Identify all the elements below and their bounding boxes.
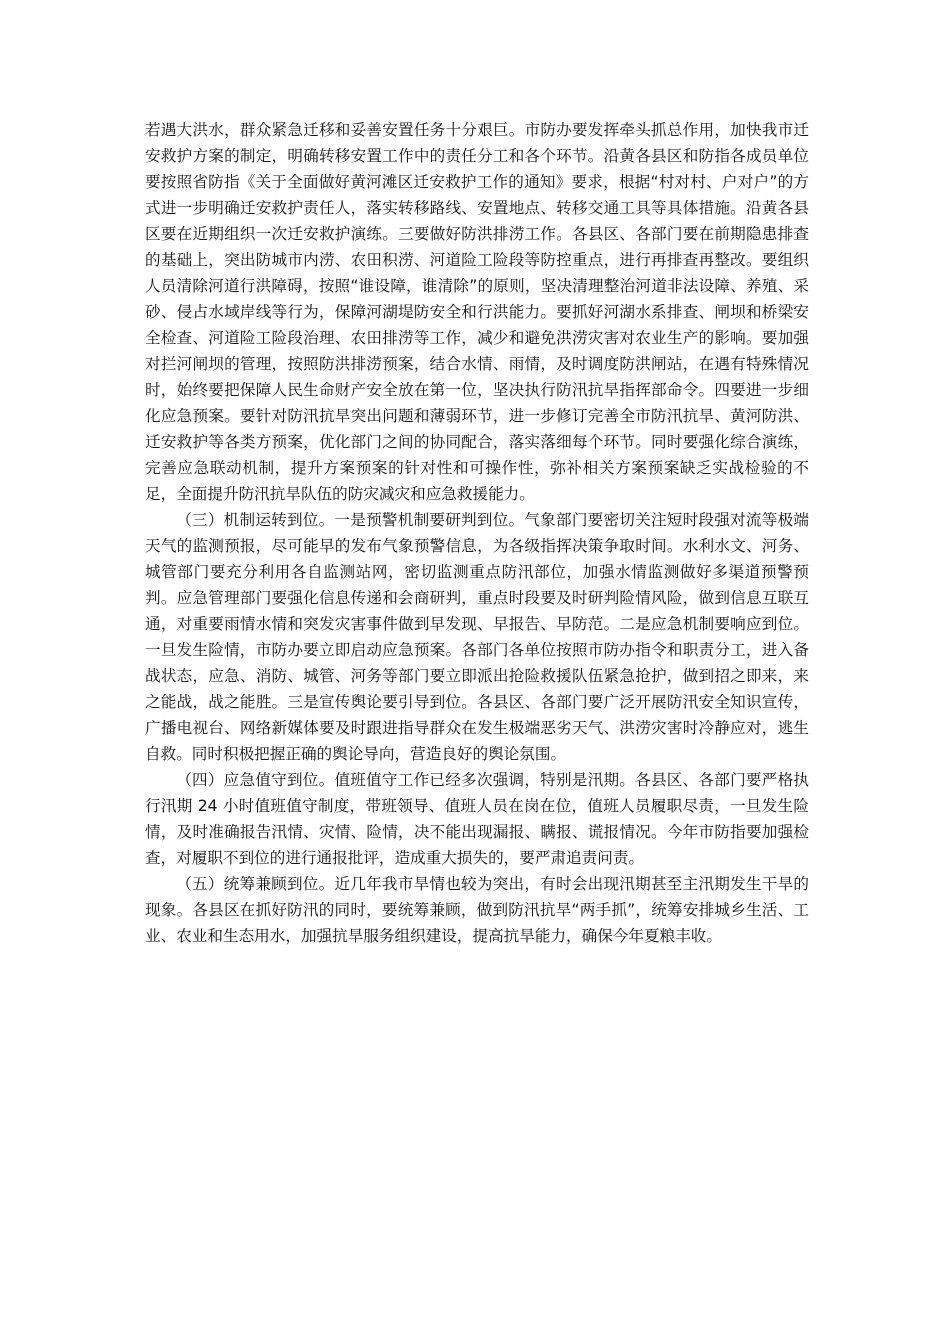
- body-paragraph-4: （五）统筹兼顾到位。近几年我市旱情也较为突出，有时会出现汛期甚至主汛期发生干旱的现象。各县区在抓好防汛的同时，要统筹兼顾，做到防汛抗旱“两手抓”，统筹安排城乡生活、工业、农业和生态用水，加强抗旱服务组织建设，提高抗旱能力，确保今年夏粮丰收。: [145, 875, 809, 945]
- body-paragraph-3: （四）应急值守到位。值班值守工作已经多次强调，特别是汛期。各县区、各部门要严格执行汛期 24 小时值班值守制度，带班领导、值班人员在岗在位，值班人员履职尽责，一旦发生险情，及时准确报告汛情、灾情、险情，决不能出现漏报、瞒报、谎报情况。今年市防指要加强检查，对履职不到位的进行通报批评，造成重大损失的，要严肃追责问责。: [145, 771, 809, 867]
- document-page: [145, 117, 809, 949]
- body-paragraph-1: 若遇大洪水，群众紧急迁移和妥善安置任务十分艰巨。市防办要发挥牵头抓总作用，加快我市迁安救护方案的制定，明确转移安置工作中的责任分工和各个环节。沿黄各县区和防指各成员单位要按照省防指《关于全面做好黄河滩区迁安救护工作的通知》要求，根据“村对村、户对户”的方式进一步明确迁安救护责任人，落实转移路线、安置地点、转移交通工具等具体措施。沿黄各县区要在近期组织一次迁安救护演练。三要做好防洪排涝工作。各县区、各部门要在前期隐患排查的基础上，突出防城市内涝、农田积涝、河道险工险段等防控重点，进行再排查再整改。要组织人员清除河道行洪障碍，按照“谁设障，谁清除”的原则，坚决清理整治河道非法设障、养殖、采砂、侵占水域岸线等行为，保障河湖堤防安全和行洪能力。要抓好河湖水系排查、闸坝和桥梁安全检查、河道险工险段治理、农田排涝等工作，减少和避免洪涝灾害对农业生产的影响。要加强对拦河闸坝的管理，按照防洪排涝预案，结合水情、雨情，及时调度防洪闸站，在遇有特殊情况时，始终要把保障人民生命财产安全放在第一位，坚决执行防汛抗旱指挥部命令。四要进一步细化应急预案。要针对防汛抗旱突出问题和薄弱环节，进一步修订完善全市防汛抗旱、黄河防洪、迁安救护等各类方预案，优化部门之间的协同配合，落实落细每个环节。同时要强化综合演练，完善应急联动机制，提升方案预案的针对性和可操作性，弥补相关方案预案缺乏实战检验的不足，全面提升防汛抗旱队伍的防灾减灾和应急救援能力。: [145, 121, 809, 503]
- body-paragraph-2: （三）机制运转到位。一是预警机制要研判到位。气象部门要密切关注短时段强对流等极端天气的监测预报，尽可能早的发布气象预警信息，为各级指挥决策争取时间。水利水文、河务、城管部门要充分利用各自监测站网，密切监测重点防汛部位，加强水情监测做好多渠道预警预判。应急管理部门要强化信息传递和会商研判，重点时段要及时研判险情风险，做到信息互联互通，对重要雨情水情和突发灾害事件做到早发现、早报告、早防范。二是应急机制要响应到位。一旦发生险情，市防办要立即启动应急预案。各部门各单位按照市防办指令和职责分工，进入备战状态，应急、消防、城管、河务等部门要立即派出抢险救援队伍紧急抢护，做到招之即来，来之能战，战之能胜。三是宣传舆论要引导到位。各县区、各部门要广泛开展防汛安全知识宣传，广播电视台、网络新媒体要及时跟进指导群众在发生极端恶劣天气、洪涝灾害时冷静应对，逃生自救。同时积极把握正确的舆论导向，营造良好的舆论氛围。: [145, 511, 809, 763]
